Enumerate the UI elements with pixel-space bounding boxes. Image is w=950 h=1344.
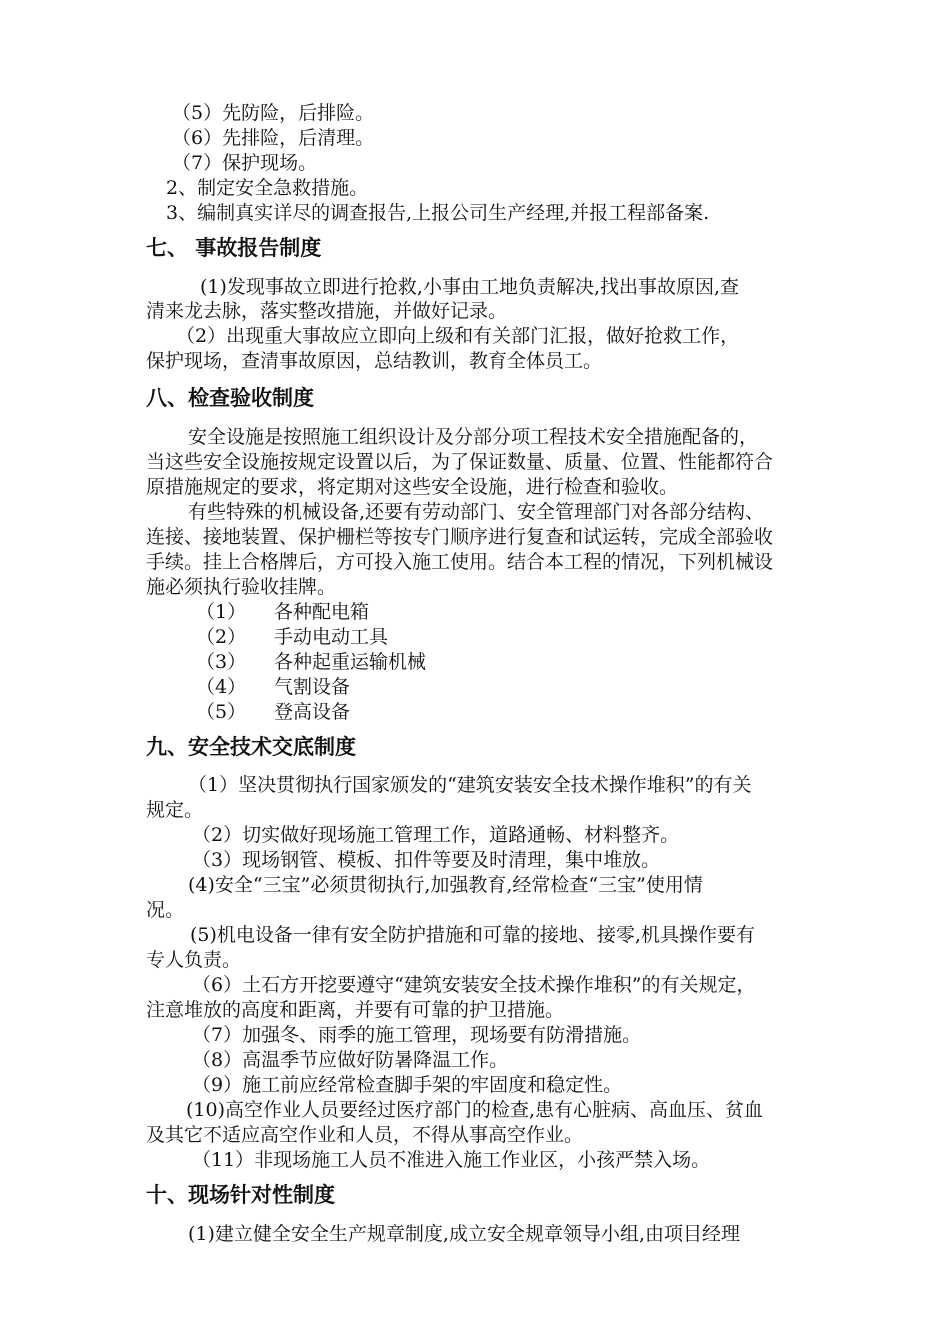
text-line: 注意堆放的高度和距离，并要有可靠的护卫措施。 bbox=[146, 999, 565, 1021]
text-line: (1)发现事故立即进行抢救,小事由工地负责解决,找出事故原因,查 bbox=[200, 276, 740, 298]
text-line: （7）加强冬、雨季的施工管理，现场要有防滑措施。 bbox=[192, 1024, 642, 1046]
list-item-number: （5） bbox=[196, 701, 247, 723]
list-item-text: 登高设备 bbox=[274, 701, 351, 723]
text-line: 清来龙去脉，落实整改措施，并做好记录。 bbox=[146, 300, 508, 322]
text-line: （6）先排险，后清理。 bbox=[172, 127, 375, 149]
text-line: 当这些安全设施按规定设置以后，为了保证数量、质量、位置、性能都符合 bbox=[146, 451, 774, 473]
text-line: （2）出现重大事故应立即向上级和有关部门汇报，做好抢救工作， bbox=[176, 325, 740, 347]
text-line: 连接、接地装置、保护栅栏等按专门顺序进行复查和试运转，完成全部验收 bbox=[146, 526, 774, 548]
list-item-text: 手动电动工具 bbox=[274, 626, 389, 648]
list-item-number: （2） bbox=[196, 626, 247, 648]
text-line: 有些特殊的机械设备,还要有劳动部门、安全管理部门对各部分结构、 bbox=[188, 501, 765, 523]
text-line: (10)高空作业人员要经过医疗部门的检查,患有心脏病、高血压、贫血 bbox=[186, 1099, 764, 1121]
list-item bbox=[196, 650, 426, 674]
text-line: 3、编制真实详尽的调查报告,上报公司生产经理,并报工程部备案. bbox=[166, 202, 710, 224]
list-item-text: 各种配电箱 bbox=[274, 601, 370, 623]
list-item-number: （4） bbox=[196, 676, 247, 698]
list-item bbox=[196, 675, 350, 699]
text-line: 专人负责。 bbox=[146, 949, 242, 971]
text-line: （5）先防险，后排险。 bbox=[172, 102, 375, 124]
list-item-text: 各种起重运输机械 bbox=[274, 651, 427, 673]
text-line: 规定。 bbox=[146, 799, 204, 821]
section-heading: 九、安全技术交底制度 bbox=[146, 735, 356, 759]
list-item-number: （3） bbox=[196, 651, 247, 673]
list-item-number: （1） bbox=[196, 601, 247, 623]
section-heading: 八、检查验收制度 bbox=[146, 386, 314, 410]
text-line: （6）土石方开挖要遵守“建筑安装安全技术操作堆积”的有关规定， bbox=[192, 974, 756, 996]
text-line: 施必须执行验收挂牌。 bbox=[146, 576, 337, 598]
text-line: (1)建立健全安全生产规章制度,成立安全规章领导小组,由项目经理 bbox=[188, 1223, 740, 1245]
text-line: 原措施规定的要求，将定期对这些安全设施，进行检查和验收。 bbox=[146, 476, 679, 498]
text-line: （2）切实做好现场施工管理工作，道路通畅、材料整齐。 bbox=[192, 824, 680, 846]
text-line: （7）保护现场。 bbox=[172, 152, 318, 174]
text-line: 手续。挂上合格牌后，方可投入施工使用。结合本工程的情况，下列机械设 bbox=[146, 551, 774, 573]
text-line: （3）现场钢管、模板、扣件等要及时清理，集中堆放。 bbox=[192, 849, 661, 871]
list-item bbox=[196, 625, 388, 649]
text-line: (5)机电设备一律有安全防护措施和可靠的接地、接零,机具操作要有 bbox=[190, 924, 755, 946]
text-line: 保护现场，查清事故原因，总结教训，教育全体员工。 bbox=[146, 350, 603, 372]
text-line: （11）非现场施工人员不准进入施工作业区，小孩严禁入场。 bbox=[192, 1149, 711, 1171]
list-item bbox=[196, 700, 350, 724]
list-item-text: 气割设备 bbox=[274, 676, 351, 698]
list-item bbox=[196, 600, 369, 624]
text-line: （1）坚决贯彻执行国家颁发的“建筑安装安全技术操作堆积”的有关 bbox=[188, 774, 752, 796]
text-line: (4)安全“三宝”必须贯彻执行,加强教育,经常检查“三宝”使用情 bbox=[188, 874, 703, 896]
section-heading: 十、现场针对性制度 bbox=[146, 1183, 335, 1207]
text-line: 2、制定安全急救措施。 bbox=[166, 177, 369, 199]
text-line: 及其它不适应高空作业和人员，不得从事高空作业。 bbox=[146, 1124, 584, 1146]
text-line: 况。 bbox=[146, 899, 185, 921]
text-line: （8）高温季节应做好防暑降温工作。 bbox=[192, 1049, 509, 1071]
section-heading: 七、 事故报告制度 bbox=[146, 236, 322, 260]
text-line: （9）施工前应经常检查脚手架的牢固度和稳定性。 bbox=[192, 1074, 623, 1096]
text-line: 安全设施是按照施工组织设计及分部分项工程技术安全措施配备的， bbox=[188, 426, 759, 448]
